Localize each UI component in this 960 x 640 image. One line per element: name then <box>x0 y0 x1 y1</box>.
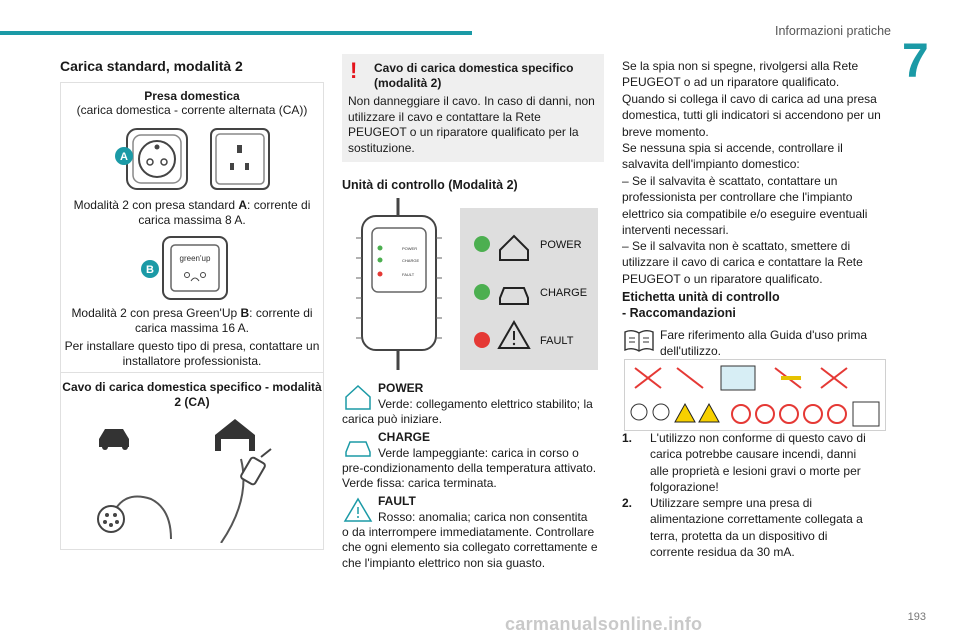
watermark: carmanualsonline.info <box>505 614 703 634</box>
status-charge-text-first: Verde lampeggiante: carica in corso o <box>378 446 579 460</box>
power-house-icon <box>343 383 373 411</box>
status-charge-label: CHARGE <box>378 430 431 444</box>
car-icon <box>99 429 129 450</box>
caption-socket-b: Modalità 2 con presa Green'Up B: corrente di carica massima 16 A. <box>71 306 313 335</box>
socket-b-illustration <box>159 233 231 301</box>
plug-panel <box>60 82 324 550</box>
status-charge-text-rest: pre-condizionamento della temperatura attivato. Verde fissa: carica terminata. <box>342 461 597 491</box>
header-title: Informazioni pratiche <box>774 24 891 38</box>
status-fault-text-first: Rosso: anomalia; carica non consentita <box>378 510 588 524</box>
label-title-1: Etichetta unità di controllo <box>622 290 780 304</box>
warning-icon: ! <box>350 58 358 83</box>
house-icon <box>215 419 255 451</box>
cable-title: Cavo di carica domestica specifico - modalità 2 (CA) <box>62 380 322 409</box>
status-fault-label: FAULT <box>378 494 416 508</box>
socket-a-illustration <box>113 125 273 191</box>
intro-paragraph-5: – Se il salvavita non è scattato, smettere di utilizzare il cavo di carica e contattare la Rete PEUGEOT o un riparatore qualificato. <box>622 239 863 286</box>
marker-b: B <box>146 264 154 276</box>
warning-title: Cavo di carica domestica specifico (modalità 2) <box>374 61 574 90</box>
label-title-2: - Raccomandazioni <box>622 306 736 320</box>
control-unit-illustration <box>342 198 598 370</box>
intro-paragraph-3: Se nessuna spia si accende, controllare il salvavita dell'impianto domestico: <box>622 141 843 172</box>
caption-socket-a: Modalità 2 con presa standard A: corrente di carica massima 8 A. <box>73 198 311 227</box>
marker-a-badge <box>113 145 135 167</box>
status-power-text-first: Verde: collegamento elettrico stabilito; la <box>378 397 593 411</box>
home-socket-subtitle: (carica domestica - corrente alternata (CA)) <box>76 103 308 117</box>
home-socket-title: Presa domestica <box>144 89 240 103</box>
section-title: Carica standard, modalità 2 <box>60 58 243 74</box>
status-fault-text-rest: o da interrompere immediatamente. Controllare che ogni elemento sia collegato correttamente e che l'impianto elettrico non sia guasto. <box>342 525 598 570</box>
charge-car-icon <box>343 432 373 460</box>
manual-note: Fare riferimento alla Guida d'uso prima dell'utilizzo. <box>660 328 868 358</box>
intro-paragraph-4: – Se il salvavita è scattato, contattare un professionista per controllare che l'impianto elettrico sia compatibile e/o eseguire eventuali interventi necessari. <box>622 174 868 238</box>
intro-paragraph-1: Se la spia non si spegne, rivolgersi alla Rete PEUGEOT o ad un riparatore qualificato. <box>622 59 859 90</box>
fault-led-icon <box>474 332 490 348</box>
status-power-text-rest: carica può iniziare. <box>342 412 443 426</box>
manual-book-icon <box>623 328 655 354</box>
cable-illustration <box>91 419 311 543</box>
unit-small-label-fault: FAULT <box>402 272 415 277</box>
intro-paragraph-2: Quando si collega il cavo di carica ad una presa domestica, tutti gli indicatori si accendono per un breve momento. <box>622 92 881 139</box>
marker-b-badge <box>139 258 161 280</box>
unit-label-fault: FAULT <box>540 335 574 347</box>
warning-box <box>342 54 604 162</box>
list-text-1: L'utilizzo non conforme di questo cavo di carica potrebbe causare incendi, danni alle proprietà e lesioni gravi o morte per folgorazione! <box>650 431 866 495</box>
unit-label-charge: CHARGE <box>540 287 588 299</box>
socket-b-brand: green'up <box>179 254 211 263</box>
fault-triangle-icon <box>343 496 373 524</box>
list-num-1: 1. <box>622 431 633 445</box>
header-accent-bar <box>0 31 472 35</box>
caption-socket-b-install: Per installare questo tipo di presa, contattare un installatore professionista. <box>64 339 320 368</box>
list-text-2: Utilizzare sempre una presa di alimentazione correttamente collegata a terra, protetta da un dispositivo di corrente residua da 30 mA. <box>650 496 863 560</box>
page-number: 193 <box>907 611 926 623</box>
unit-small-label-power: POWER <box>402 246 418 251</box>
control-unit-title: Unità di controllo (Modalità 2) <box>342 178 518 192</box>
unit-label-power: POWER <box>540 239 582 251</box>
list-num-2: 2. <box>622 496 633 510</box>
marker-a: A <box>120 151 128 163</box>
chapter-number: 7 <box>902 35 929 88</box>
charge-led-icon <box>474 284 490 300</box>
recommendation-label-image <box>624 359 886 431</box>
unit-small-label-charge: CHARGE <box>402 258 420 263</box>
panel-divider <box>61 372 323 373</box>
warning-body: Non danneggiare il cavo. In caso di danni, non utilizzare il cavo e contattare la Rete PEUGEOT o un riparatore qualificato per la sostituzione. <box>348 94 595 155</box>
status-power-label: POWER <box>378 381 424 395</box>
power-led-icon <box>474 236 490 252</box>
